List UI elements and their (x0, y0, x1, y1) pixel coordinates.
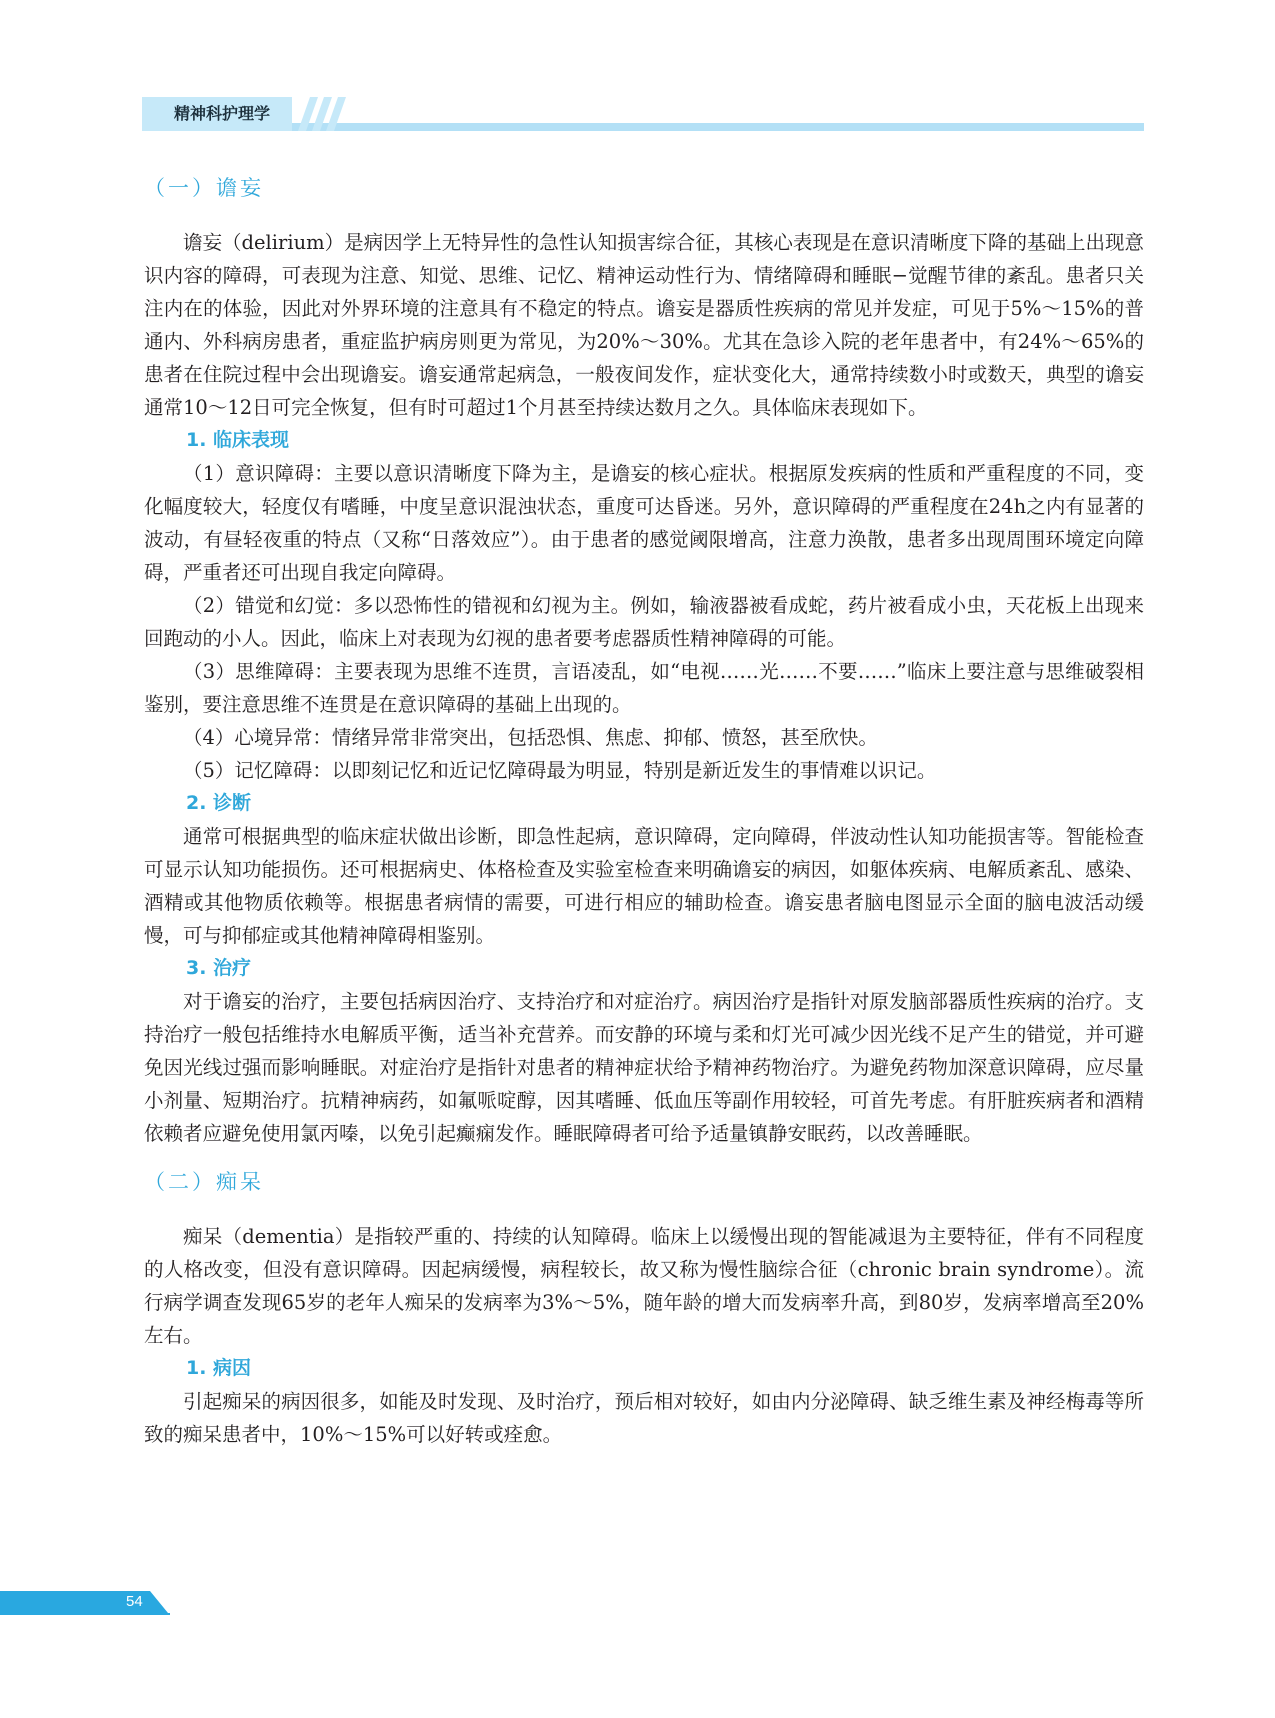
subheading-diagnosis: 2. 诊断 (186, 792, 252, 814)
section-title-delirium: （一）谵妄 (144, 176, 264, 200)
list-item-mood-abnormality: （4）心境异常：情绪异常非常突出，包括恐惧、焦虑、抑郁、愤怒，甚至欣快。 (183, 726, 878, 749)
paragraph-treatment: 对于谵妄的治疗，主要包括病因治疗、支持治疗和对症治疗。病因治疗是指针对原发脑部器质性疾病的治疗。支持治疗一般包括维持水电解质平衡，适当补充营养。而安静的环境与柔和灯光可减少因光线不足产生的错觉，并可避免因光线过强而影响睡眠。对症治疗是指针对患者的精神症状给予精神药物治疗。为避免药物加深意识障碍，应尽量小剂量、短期治疗。抗精神病药，如氟哌啶醇，因其嗜睡、低血压等副作用较轻，可首先考虑。有肝脏疾病者和酒精依赖者应避免使用氯丙嗪，以免引起癫痫发作。睡眠障碍者可给予适量镇静安眠药，以改善睡眠。 (144, 990, 1144, 1145)
book-title: 精神科护理学 (142, 97, 292, 131)
section-title-dementia: （二）痴呆 (144, 1170, 264, 1194)
list-item-thinking-disorder: （3）思维障碍：主要表现为思维不连贯，言语凌乱，如“电视……光……不要……”临床上要注意与思维破裂相鉴别，要注意思维不连贯是在意识障碍的基础上出现的。 (144, 660, 1144, 716)
list-item-illusion-hallucination: （2）错觉和幻觉：多以恐怖性的错视和幻视为主。例如，输液器被看成蛇，药片被看成小虫，天花板上出现来回跑动的小人。因此，临床上对表现为幻视的患者要考虑器质性精神障碍的可能。 (144, 594, 1144, 650)
list-item-consciousness-disorder: （1）意识障碍：主要以意识清晰度下降为主，是谵妄的核心症状。根据原发疾病的性质和严重程度的不同，变化幅度较大，轻度仅有嗜睡，中度呈意识混浊状态，重度可达昏迷。另外，意识障碍的严重程度在24h之内有显著的波动，有昼轻夜重的特点（又称“日落效应”）。由于患者的感觉阈限增高，注意力涣散，患者多出现周围环境定向障碍，严重者还可出现自我定向障碍。 (144, 462, 1144, 584)
page-body (144, 168, 1144, 1451)
subheading-clinical-manifestations: 1. 临床表现 (186, 429, 290, 451)
subheading-etiology: 1. 病因 (186, 1357, 252, 1379)
page-number: 54 (126, 1593, 143, 1610)
list-item-memory-disorder: （5）记忆障碍：以即刻记忆和近记忆障碍最为明显，特别是新近发生的事情难以识记。 (183, 759, 937, 782)
running-header (142, 97, 1144, 133)
paragraph-delirium-intro: 谵妄（delirium）是病因学上无特异性的急性认知损害综合征，其核心表现是在意识清晰度下降的基础上出现意识内容的障碍，可表现为注意、知觉、思维、记忆、精神运动性行为、情绪障碍和睡眠−觉醒节律的紊乱。患者只关注内在的体验，因此对外界环境的注意具有不稳定的特点。谵妄是器质性疾病的常见并发症，可见于5%～15%的普通内、外科病房患者，重症监护病房则更为常见，为20%～30%。尤其在急诊入院的老年患者中，有24%～65%的患者在住院过程中会出现谵妄。谵妄通常起病急，一般夜间发作，症状变化大，通常持续数小时或数天，典型的谵妄通常10～12日可完全恢复，但有时可超过1个月甚至持续达数月之久。具体临床表现如下。 (144, 231, 1144, 419)
paragraph-dementia-intro: 痴呆（dementia）是指较严重的、持续的认知障碍。临床上以缓慢出现的智能减退为主要特征，伴有不同程度的人格改变，但没有意识障碍。因起病缓慢，病程较长，故又称为慢性脑综合征（chronic brain syndrome）。流行病学调查发现65岁的老年人痴呆的发病率为3%～5%，随年龄的增大而发病率升高，到80岁，发病率增高至20%左右。 (144, 1225, 1144, 1347)
paragraph-diagnosis: 通常可根据典型的临床症状做出诊断，即急性起病，意识障碍，定向障碍，伴波动性认知功能损害等。智能检查可显示认知功能损伤。还可根据病史、体格检查及实验室检查来明确谵妄的病因，如躯体疾病、电解质紊乱、感染、酒精或其他物质依赖等。根据患者病情的需要，可进行相应的辅助检查。谵妄患者脑电图显示全面的脑电波活动缓慢，可与抑郁症或其他精神障碍相鉴别。 (144, 825, 1144, 947)
paragraph-etiology: 引起痴呆的病因很多，如能及时发现、及时治疗，预后相对较好，如由内分泌障碍、缺乏维生素及神经梅毒等所致的痴呆患者中，10%～15%可以好转或痊愈。 (144, 1390, 1144, 1446)
page-number-tab (0, 1591, 170, 1615)
subheading-treatment: 3. 治疗 (186, 957, 252, 979)
header-stripes-decoration (290, 97, 346, 131)
